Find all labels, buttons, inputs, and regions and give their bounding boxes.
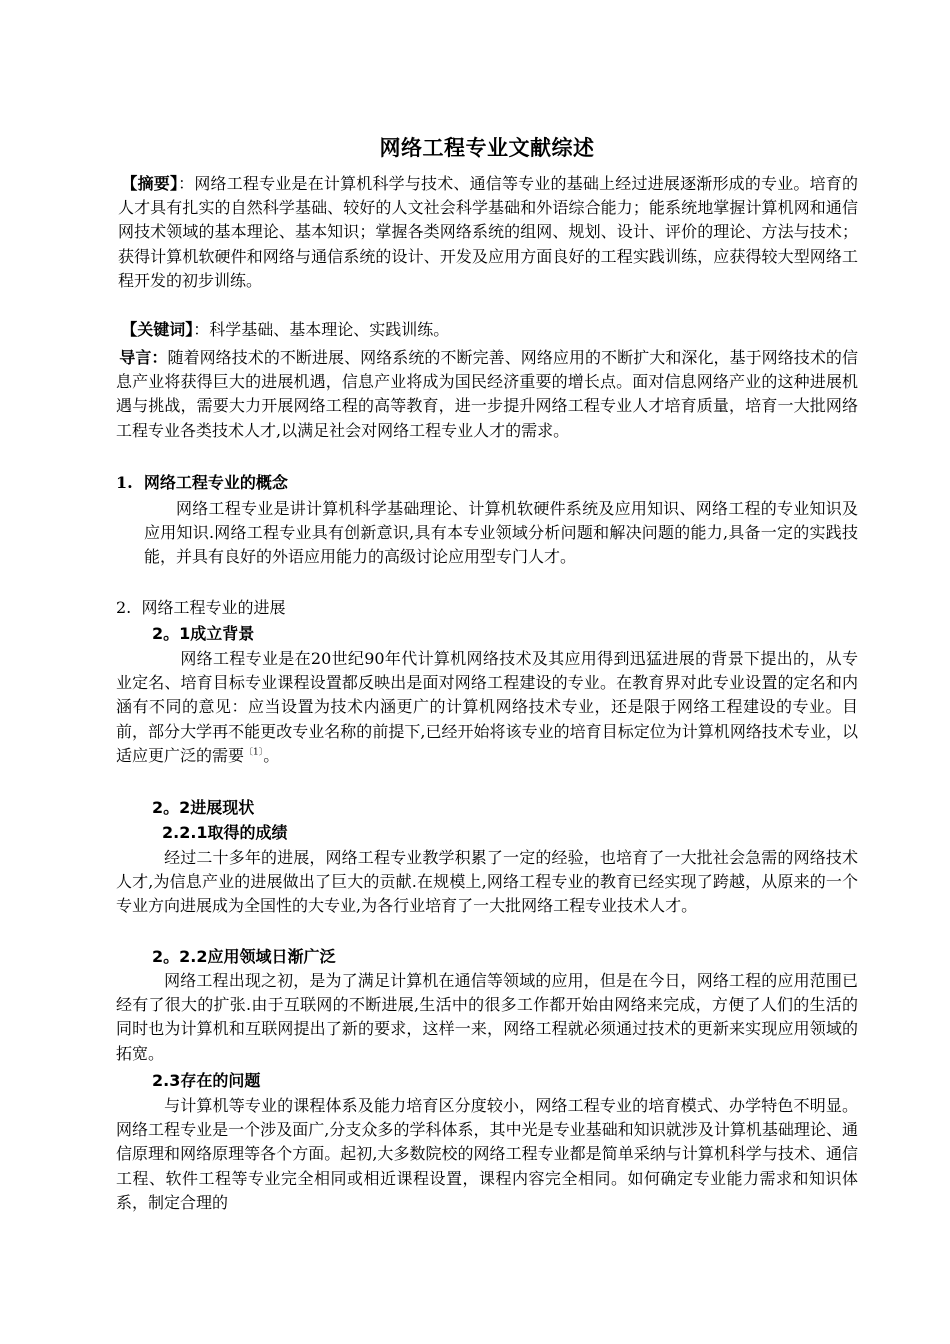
section-2-3-paragraph	[116, 1094, 858, 1215]
section-2-heading	[116, 596, 285, 620]
intro-paragraph	[116, 346, 858, 443]
citation-ref: 〔1〕	[244, 747, 264, 758]
section-2-3-text: 与计算机等专业的课程体系及能力培育区分度较小，网络工程专业的培育模式、办学特色不明显。网络工程专业是一个涉及面广,分支众多的学科体系，其中光是专业基础和知识就涉及计算机基础理论、通信原理和网络原理等各个方面。起初,大多数院校的网络工程专业都是简单采纳与计算机科学与技术、通信工程、软件工程等专业完全相同或相近课程设置，课程内容完全相同。如何确定专业能力需求和知识体系，制定合理的	[116, 1096, 858, 1212]
section-1-title: 网络工程专业的概念	[143, 473, 288, 492]
section-2-3-heading: 2.3存在的问题	[152, 1071, 261, 1090]
section-2-2-2-heading: 2。2.2应用领域日渐广泛	[152, 947, 336, 966]
document-title: 网络工程专业文献综述	[379, 136, 595, 160]
abstract-label: 【摘要】	[121, 174, 179, 193]
keywords-separator: ：	[193, 320, 210, 339]
section-2-2-heading: 2。2进展现状	[152, 798, 255, 817]
abstract-separator: ：	[178, 174, 195, 193]
intro-text: 随着网络技术的不断进展、网络系统的不断完善、网络应用的不断扩大和深化，基于网络技术的信息产业将获得巨大的进展机遇，信息产业将成为国民经济重要的增长点。面对信息网络产业的这种进展机遇与挑战，需要大力开展网络工程的高等教育，进一步提升网络工程专业人才培育质量，培育一大批网络工程专业各类技术人才,以满足社会对网络工程专业人才的需求。	[116, 348, 858, 440]
section-2-2-1-paragraph	[116, 846, 858, 919]
section-2-1-paragraph	[116, 647, 858, 768]
keywords-paragraph	[118, 318, 858, 342]
abstract-paragraph	[118, 172, 858, 293]
section-1-text: 网络工程专业是讲计算机科学基础理论、计算机软硬件系统及应用知识、网络工程的专业知识及应用知识.网络工程专业具有创新意识,具有本专业领域分析问题和解决问题的能力,具备一定的实践技能，并具有良好的外语应用能力的高级讨论应用型专门人才。	[144, 499, 858, 567]
section-2-number: 2.	[116, 598, 132, 617]
abstract-text: 网络工程专业是在计算机科学与技术、通信等专业的基础上经过进展逐渐形成的专业。培育的人才具有扎实的自然科学基础、较好的人文社会科学基础和外语综合能力；能系统地掌握计算机网和通信网技术领域的基本理论、基本知识；掌握各类网络系统的组网、规划、设计、评价的理论、方法与技术；获得计算机软硬件和网络与通信系统的设计、开发及应用方面良好的工程实践训练，应获得较大型网络工程开发的初步训练。	[118, 174, 858, 290]
section-2-1-end: 。	[263, 745, 280, 765]
section-2-2-1-text: 经过二十多年的进展，网络工程专业教学积累了一定的经验，也培育了一大批社会急需的网络技术人才,为信息产业的进展做出了巨大的贡献.在规模上,网络工程专业的教育已经实现了跨越，从原来的一个专业方向进展成为全国性的大专业,为各行业培育了一大批网络工程专业技术人才。	[116, 848, 858, 916]
section-2-2-1-heading: 2.2.1取得的成绩	[162, 823, 288, 842]
section-2-1-heading: 2。1成立背景	[152, 624, 255, 643]
keywords-text: 科学基础、基本理论、实践训练。	[209, 320, 450, 339]
document-page	[116, 0, 858, 1344]
intro-label: 导言：	[119, 348, 168, 367]
section-2-1-text: 网络工程专业是在20世纪90年代计算机网络技术及其应用得到迅猛进展的背景下提出的，从专业定名、培育目标专业课程设置都反映出是面对网络工程建设的专业。在教育界对此专业设置的定名和内涵有不同的意见：应当设置为技术内涵更广的计算机网络技术专业，还是限于网络工程建设的专业。目前，部分大学再不能更改专业名称的前提下,已经开始将该专业的培育目标定位为计算机网络技术专业，以适应更广泛的需要	[116, 649, 858, 765]
section-1-paragraph	[144, 497, 858, 570]
section-2-2-2-paragraph	[116, 969, 858, 1066]
section-1-heading	[116, 471, 288, 495]
section-1-number: 1.	[116, 473, 133, 492]
section-2-title: 网络工程专业的进展	[141, 598, 286, 617]
keywords-label: 【关键词】	[121, 320, 194, 339]
section-2-2-2-text: 网络工程出现之初，是为了满足计算机在通信等领域的应用，但是在今日，网络工程的应用范围已经有了很大的扩张.由于互联网的不断进展,生活中的很多工作都开始由网络来完成，方便了人们的生活的同时也为计算机和互联网提出了新的要求，这样一来，网络工程就必须通过技术的更新来实现应用领域的拓宽。	[116, 971, 858, 1063]
